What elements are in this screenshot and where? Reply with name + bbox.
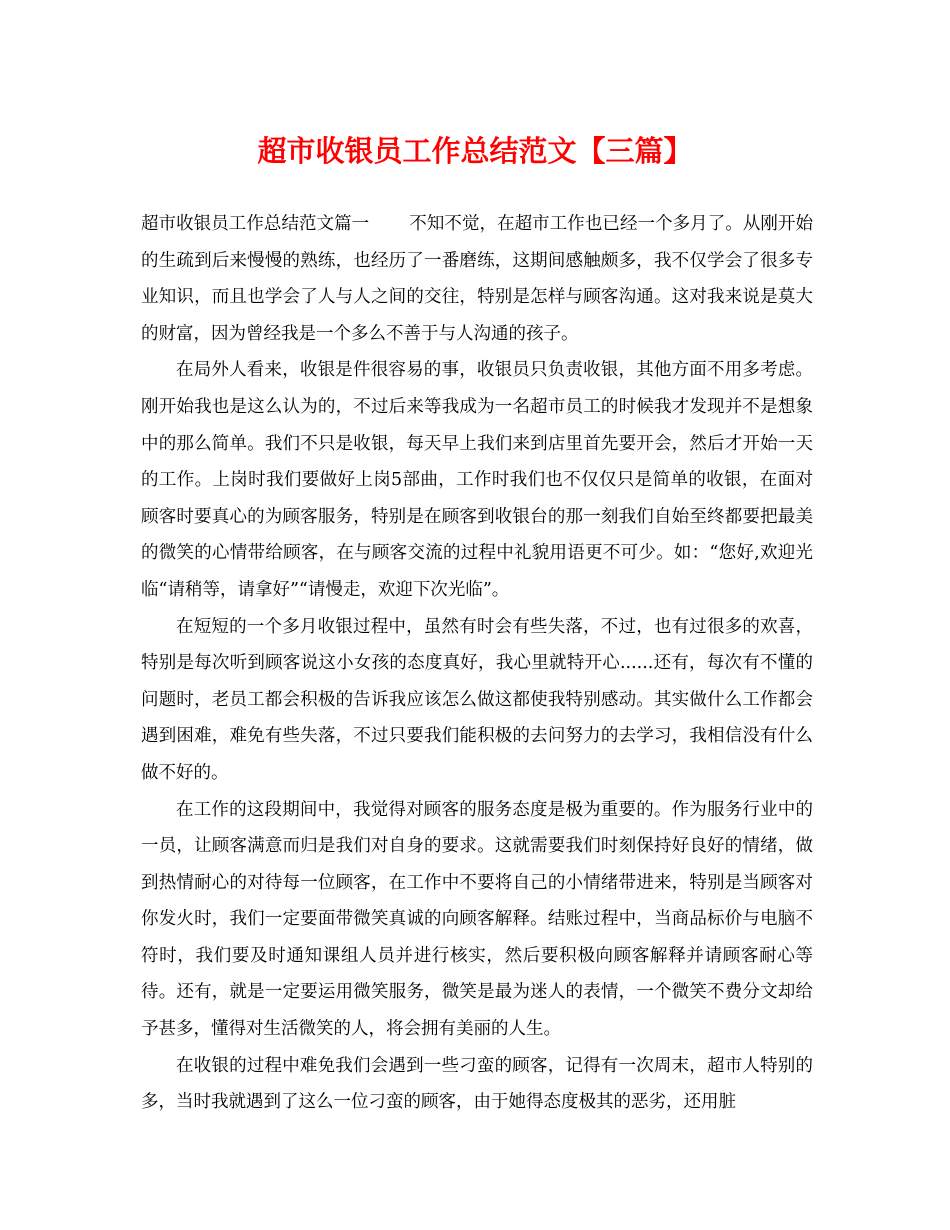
paragraph-4: 在工作的这段期间中，我觉得对顾客的服务态度是极为重要的。作为服务行业中的一员，让顾客满意而归是我们对自身的要求。这就需要我们时刻保持好良好的情绪，做到热情耐心的对待每一位顾客，在工作中不要将自己的小情绪带进来，特别是当顾客对你发火时，我们一定要面带微笑真诚的向顾客解释。结账过程中，当商品标价与电脑不符时，我们要及时通知课组人员并进行核实，然后要积极向顾客解释并请顾客耐心等待。还有，就是一定要运用微笑服务，微笑是最为迷人的表情，一个微笑不费分文却给予甚多，懂得对生活微笑的人，将会拥有美丽的人生。 bbox=[141, 799, 813, 1040]
paragraph-1 bbox=[141, 206, 813, 352]
paragraph-3: 在短短的一个多月收银过程中，虽然有时会有些失落，不过，也有过很多的欢喜，特别是每次听到顾客说这小女孩的态度真好，我心里就特开心......还有，每次有不懂的问题时，老员工都会积极的告诉我应该怎么做这都使我特别感动。其实做什么工作都会遇到困难，难免有些失落，不过只要我们能积极的去问努力的去学习，我相信没有什么做不好的。 bbox=[141, 616, 813, 783]
document-body bbox=[141, 206, 813, 1121]
intro-heading: 超市收银员工作总结范文篇一 bbox=[141, 214, 370, 234]
document-title: 超市收银员工作总结范文【三篇】 bbox=[257, 134, 693, 168]
paragraph-1-text: 不知不觉，在超市工作也已经一个多月了。从刚开始的生疏到后来慢慢的熟练，也经历了一番磨练，这期间感触颇多，我不仅学会了很多专业知识，而且也学会了人与人之间的交往，特别是怎样与顾客沟通。这对我来说是莫大的财富，因为曾经我是一个多么不善于与人沟通的孩子。 bbox=[141, 214, 814, 344]
paragraph-2: 在局外人看来，收银是件很容易的事，收银员只负责收银，其他方面不用多考虑。刚开始我也是这么认为的，不过后来等我成为一名超市员工的时候我才发现并不是想象中的那么简单。我们不只是收银，每天早上我们来到店里首先要开会，然后才开始一天的工作。上岗时我们要做好上岗5部曲，工作时我们也不仅仅只是简单的收银，在面对顾客时要真心的为顾客服务，特别是在顾客到收银台的那一刻我们自始至终都要把最美的微笑的心情带给顾客，在与顾客交流的过程中礼貌用语更不可少。如：“您好,欢迎光临“请稍等，请拿好”“请慢走，欢迎下次光临”。 bbox=[141, 360, 813, 600]
paragraph-5: 在收银的过程中难免我们会遇到一些刁蛮的顾客，记得有一次周末，超市人特别的多，当时我就遇到了这么一位刁蛮的顾客，由于她得态度极其的恶劣，还用脏 bbox=[141, 1055, 813, 1113]
